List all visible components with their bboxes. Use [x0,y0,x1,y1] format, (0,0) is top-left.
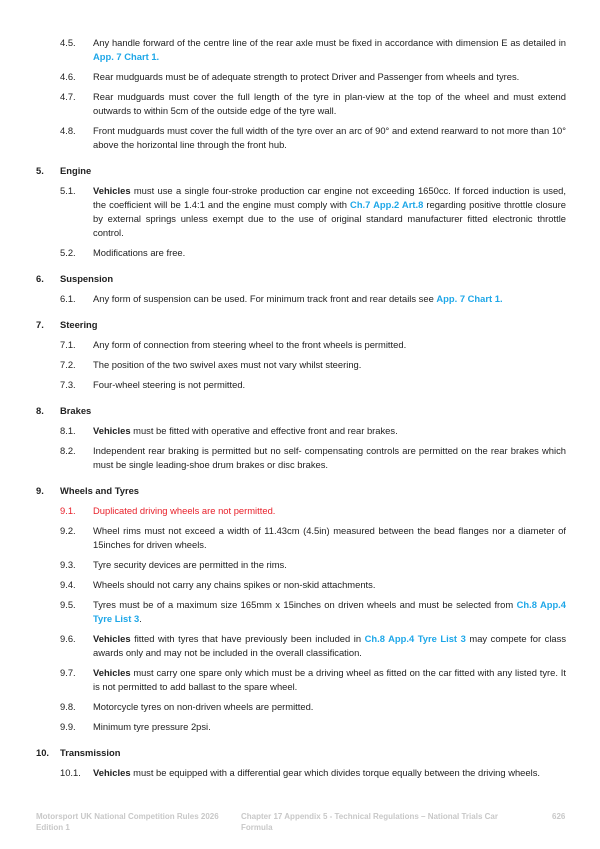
defined-term: Vehicles [93,767,131,778]
text-run: regarding positive throttle closure by external springs unless exempt due to the use of original standard manufacturer fitted electronic throttle control. [93,199,566,238]
document-body [36,36,566,786]
text-run: Rear mudguards must cover the full length of the tyre in plan-view at the top of the wheel and must extend outwards to within 5cm of the outside edge of the tyre wall. [93,91,566,116]
rule-number: 7.1. [60,339,76,350]
section-heading [36,485,566,496]
rule-number: 7.2. [60,359,76,370]
rule-item [60,578,566,592]
footer-chapter: Chapter 17 Appendix 5 - Technical Regulations – National Trials Car Formula [241,812,498,832]
text-run: Tyre security devices are permitted in the rims. [93,559,287,570]
rule-number: 5.2. [60,247,76,258]
text-run: Motorcycle tyres on non-driven wheels are permitted. [93,701,314,712]
section-number: 10. [36,747,50,758]
section-number: 5. [36,165,44,176]
text-run: must carry one spare only which must be a driving wheel as fitted on the car fitted with any listed tyre. It is not permitted to add ballast to the spare wheel. [93,667,566,692]
rule-text [93,246,566,260]
section-number: 8. [36,405,44,416]
defined-term: Vehicles [93,667,131,678]
rule-text [93,598,566,626]
cross-reference-link[interactable]: App. 7 Chart 1. [93,51,160,62]
text-run: Modifications are free. [93,247,186,258]
footer-page-number: 626 [552,812,566,821]
rule-text [93,90,566,118]
defined-term: Vehicles [93,425,131,436]
section-title: Transmission [60,747,121,758]
rule-text [93,70,566,84]
text-run: must be equipped with a differential gear which divides torque equally between the driving wheels. [130,767,540,778]
rule-item [60,598,566,626]
text-run: . [139,613,142,624]
section-title: Brakes [60,405,92,416]
rule-item [60,358,566,372]
rule-text [93,578,566,592]
rule-number: 9.4. [60,579,76,590]
text-run: Four-wheel steering is not permitted. [93,379,246,390]
rule-number: 9.5. [60,599,76,610]
rule-number: 9.1. [60,505,76,516]
rule-item [60,90,566,118]
rule-item [60,36,566,64]
rule-number: 9.3. [60,559,76,570]
rule-text [93,558,566,572]
rule-item [60,184,566,240]
rule-text [93,36,566,64]
rule-text [93,720,566,734]
text-run: Any form of suspension can be used. For minimum track front and rear details see [93,293,437,304]
cross-reference-link[interactable]: App. 7 Chart 1. [436,293,503,304]
text-run: must use a single four-stroke production car engine not exceeding 1650cc. If forced induction is used, the coefficient will be 1.4:1 and the engine must comply with [93,185,566,210]
rule-number: 7.3. [60,379,76,390]
rule-text [93,292,566,306]
rule-text [93,766,566,780]
rule-number: 9.9. [60,721,76,732]
rule-text [93,504,566,518]
section-number: 6. [36,273,44,284]
text-run: Minimum tyre pressure 2psi. [93,721,211,732]
defined-term: Vehicles [93,633,131,644]
rule-number: 9.2. [60,525,76,536]
rule-text [93,632,566,660]
text-run: Any form of connection from steering wheel to the front wheels is permitted. [93,339,407,350]
section-title: Engine [60,165,92,176]
rule-number: 6.1. [60,293,76,304]
cross-reference-link[interactable]: Ch.8 App.4 Tyre List 3 [364,633,466,644]
text-run: Rear mudguards must be of adequate strength to protect Driver and Passenger from wheels and tyres. [93,71,520,82]
rule-number: 4.6. [60,71,76,82]
rule-text [93,444,566,472]
rule-item [60,632,566,660]
rule-text [93,424,566,438]
section-heading [36,165,566,176]
rule-number: 4.8. [60,125,76,136]
section-heading [36,747,566,758]
section-title: Suspension [60,273,114,284]
section-heading [36,319,566,330]
rule-item [60,292,566,306]
rule-item [60,338,566,352]
rule-text [93,338,566,352]
rule-item [60,766,566,780]
rule-item [60,666,566,694]
rule-item [60,424,566,438]
rule-number: 5.1. [60,185,76,196]
section-number: 7. [36,319,44,330]
rule-number: 9.7. [60,667,76,678]
rule-number: 9.8. [60,701,76,712]
text-run: may compete for class awards only and may not be included in the overall classification. [93,633,567,658]
rule-item [60,524,566,552]
rule-item [60,700,566,714]
rule-item [60,246,566,260]
text-run: Duplicated driving wheels are not permitted. [93,505,276,516]
footer-publication: Motorsport UK National Competition Rules 2026 Edition 1 [36,812,219,832]
rule-text [93,666,566,694]
cross-reference-link[interactable]: Ch.8 App.4 Tyre List 3 [93,599,566,624]
rule-text [93,700,566,714]
section-title: Wheels and Tyres [60,485,140,496]
rule-number: 8.2. [60,445,76,456]
rule-text [93,524,566,552]
section-number: 9. [36,485,44,496]
section-heading [36,273,566,284]
rule-item [60,444,566,472]
text-run: Wheel rims must not exceed a width of 11.43cm (4.5in) measured between the bead flanges nor a diameter of 15inches for driven wheels. [93,525,566,550]
cross-reference-link[interactable]: Ch.7 App.2 Art.8 [350,199,424,210]
rule-item [60,720,566,734]
rule-text [93,124,566,152]
rule-number: 10.1. [60,767,81,778]
section-heading [36,405,566,416]
rule-text [93,378,566,392]
rule-text [93,358,566,372]
rule-item [60,378,566,392]
text-run: Any handle forward of the centre line of the rear axle must be fixed in accordance with dimension E as detailed in [93,37,566,48]
rule-item [60,124,566,152]
rule-item [60,70,566,84]
text-run: Front mudguards must cover the full width of the tyre over an arc of 90° and extend rearward to not more than 10° above the horizontal line through the front hub. [93,125,566,150]
defined-term: Vehicles [93,185,131,196]
rule-item [60,558,566,572]
rule-number: 4.7. [60,91,76,102]
text-run: Wheels should not carry any chains spikes or non-skid attachments. [93,579,376,590]
rule-item [60,504,566,518]
rule-text [93,184,566,240]
text-run: The position of the two swivel axes must not vary whilst steering. [93,359,362,370]
rule-number: 4.5. [60,37,76,48]
text-run: fitted with tyres that have previously been included in [130,633,365,644]
text-run: Independent rear braking is permitted but no self- compensating controls are permitted on the rear brakes which must be single leading-shoe drum brakes or disc brakes. [93,445,566,470]
rule-number: 8.1. [60,425,76,436]
text-run: Tyres must be of a maximum size 165mm x 15inches on driven wheels and must be selected from [93,599,517,610]
rule-number: 9.6. [60,633,76,644]
text-run: must be fitted with operative and effective front and rear brakes. [130,425,398,436]
section-title: Steering [60,319,98,330]
